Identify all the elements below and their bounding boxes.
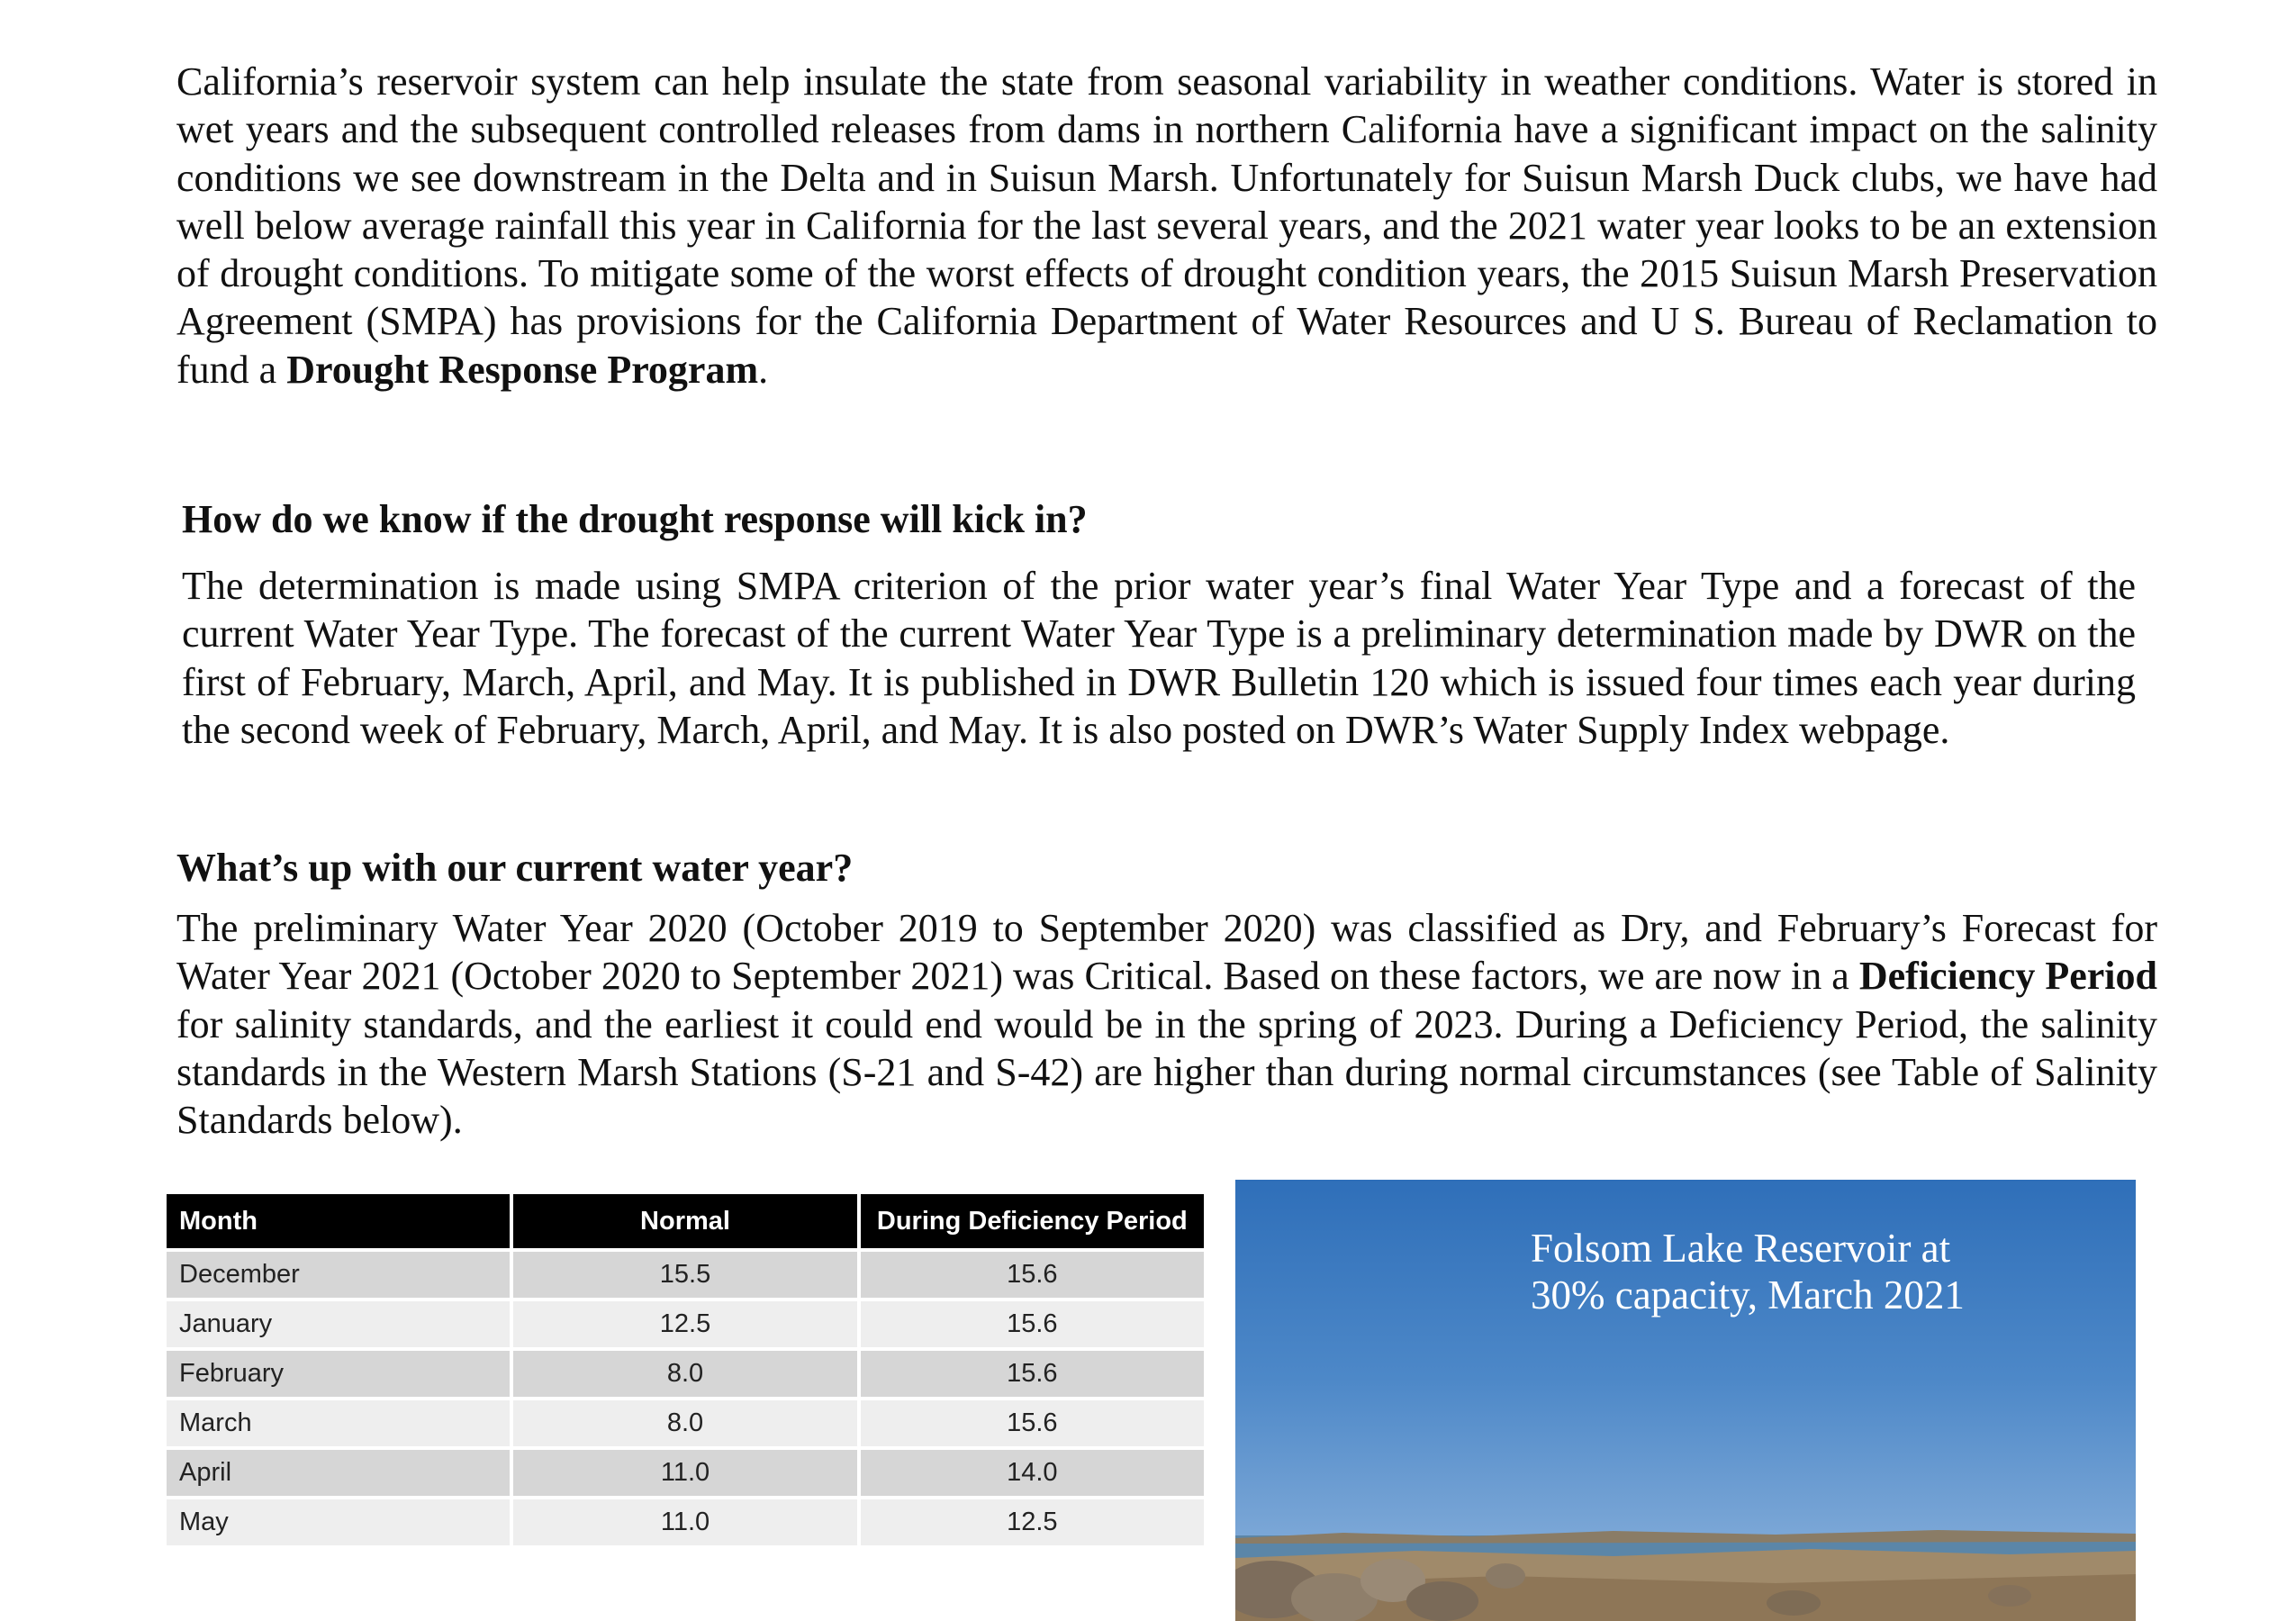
month-cell: March — [167, 1400, 510, 1446]
header-deficiency-period: During Deficiency Period — [861, 1194, 1204, 1248]
month-cell: February — [167, 1351, 510, 1397]
caption-line-2: 30% capacity, March 2021 — [1531, 1272, 1965, 1318]
table-row — [167, 1351, 1204, 1397]
current-water-year-heading: What’s up with our current water year? — [176, 846, 854, 890]
normal-cell: 11.0 — [513, 1499, 856, 1545]
month-cell: January — [167, 1301, 510, 1347]
intro-paragraph — [176, 58, 2157, 394]
intro-text: California’s reservoir system can help insulate the state from seasonal variability in weather conditions. Water is stored in wet years and the subsequent controlled releases from dams in northern California have a significant impact on the salinity conditions we see downstream in the Delta and in Suisun Marsh. Unfortunately for Suisun Marsh Duck clubs, we have had well below average rainfall this year in California for the last several years, and the 2021 water year looks to be an extension of drought conditions. To mitigate some of the worst effects of drought condition years, the 2015 Suisun Marsh Preservation Agreement (SMPA) has provisions for the California Department of Water Resources and U S. Bureau of Reclamation to fund a — [176, 59, 2157, 392]
table-row — [167, 1252, 1204, 1298]
photo-caption — [1531, 1225, 2107, 1318]
water-year-paragraph — [176, 904, 2157, 1144]
month-cell: April — [167, 1450, 510, 1496]
table-row — [167, 1450, 1204, 1496]
header-normal: Normal — [513, 1194, 856, 1248]
normal-cell: 8.0 — [513, 1400, 856, 1446]
normal-cell: 12.5 — [513, 1301, 856, 1347]
folsom-lake-photo — [1235, 1180, 2136, 1621]
drought-response-program-bold: Drought Response Program — [286, 347, 759, 392]
deficiency-cell: 15.6 — [861, 1252, 1204, 1298]
deficiency-cell: 14.0 — [861, 1450, 1204, 1496]
header-month: Month — [167, 1194, 510, 1248]
table-row — [167, 1499, 1204, 1545]
deficiency-cell: 12.5 — [861, 1499, 1204, 1545]
determination-paragraph: The determination is made using SMPA criterion of the prior water year’s final Water Year Type and a forecast of the current Water Year Type. The forecast of the current Water Year Type is a preliminary determination made by DWR on the first of February, March, April, and May. It is published in DWR Bulletin 120 which is issued four times each year during the second week of February, March, April, and May. It is also posted on DWR’s Water Supply Index webpage. — [182, 564, 2136, 752]
month-cell: May — [167, 1499, 510, 1545]
water-year-text-end: for salinity standards, and the earliest it could end would be in the spring of 2023. During a Deficiency Period, the salinity standards in the Western Marsh Stations (S-21 and S-42) are higher than during normal circumstances (see Table of Salinity Standards below). — [176, 1001, 2157, 1143]
deficiency-cell: 15.6 — [861, 1351, 1204, 1397]
table-row — [167, 1301, 1204, 1347]
normal-cell: 15.5 — [513, 1252, 856, 1298]
drought-response-heading: How do we know if the drought response will kick in? — [182, 497, 1088, 541]
table-header-row — [167, 1194, 1204, 1248]
deficiency-period-bold: Deficiency Period — [1858, 954, 2157, 999]
table-row — [167, 1400, 1204, 1446]
normal-cell: 11.0 — [513, 1450, 856, 1496]
salinity-standards-table — [163, 1191, 1207, 1549]
month-cell: December — [167, 1252, 510, 1298]
deficiency-cell: 15.6 — [861, 1301, 1204, 1347]
intro-text-end: . — [758, 347, 769, 392]
deficiency-cell: 15.6 — [861, 1400, 1204, 1446]
caption-line-1: Folsom Lake Reservoir at — [1531, 1226, 1951, 1271]
water-year-text: The preliminary Water Year 2020 (October 2019 to September 2020) was classified as Dry, and February’s Forecast for Water Year 2021 (October 2020 to September 2021) was Critical. Based on these factors, we are now in a — [176, 906, 2157, 999]
normal-cell: 8.0 — [513, 1351, 856, 1397]
